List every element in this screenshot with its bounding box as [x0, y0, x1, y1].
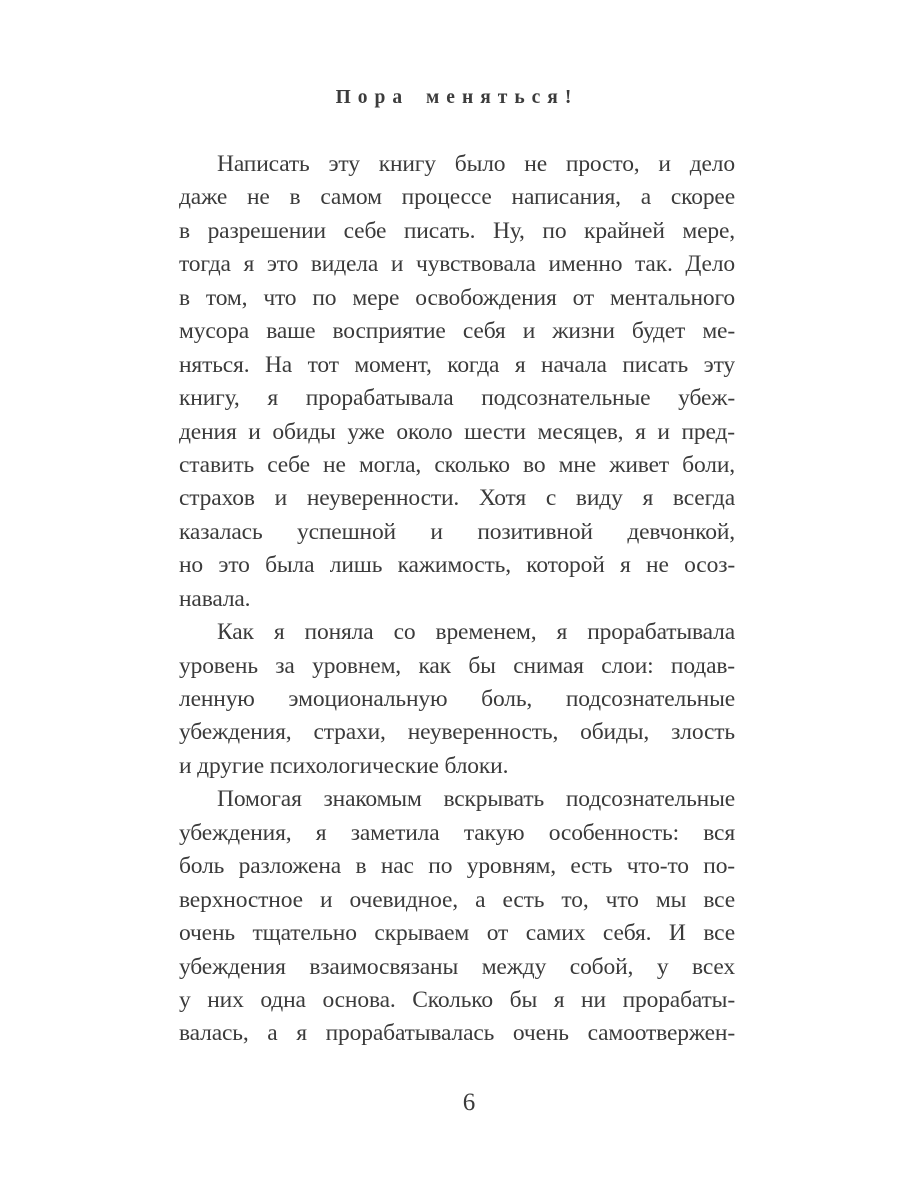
text-line: валась, а я прорабатывалась очень самоотвержен-	[179, 1020, 735, 1047]
text-line: в разрешении себе писать. Ну, по крайней мере,	[179, 217, 735, 244]
text-line: в том, что по мере освобождения от ментального	[179, 284, 735, 311]
text-line: боль разложена в нас по уровням, есть что-то по-	[179, 853, 735, 880]
text-line: у них одна основа. Сколько бы я ни прорабаты-	[179, 986, 735, 1013]
text-line: няться. На тот момент, когда я начала писать эту	[179, 351, 735, 378]
text-line: уровень за уровнем, как бы снимая слои: подав-	[179, 652, 735, 679]
page-number: 6	[462, 1089, 476, 1116]
text-line: Написать эту книгу было не просто, и дело	[217, 151, 735, 177]
text-line: даже не в самом процессе написания, а скорее	[179, 184, 735, 211]
body-text-block	[179, 148, 735, 1051]
text-line: казалась успешной и позитивной девчонкой,	[179, 518, 735, 545]
text-line: Помогая знакомым вскрывать подсознательные	[217, 786, 735, 813]
text-line: мусора ваше восприятие себя и жизни будет ме-	[179, 318, 735, 345]
paragraph	[179, 783, 735, 1051]
text-line: убеждения взаимосвязаны между собой, у всех	[179, 953, 735, 980]
text-line: Как я поняла со временем, я прорабатывала	[217, 619, 735, 646]
text-line: ставить себе не могла, сколько во мне живет боли,	[179, 451, 735, 478]
text-line: убеждения, страхи, неуверенность, обиды, злость	[179, 719, 735, 746]
text-line: но это была лишь кажимость, которой я не осоз-	[179, 552, 735, 579]
text-line: и другие психологические блоки.	[179, 752, 509, 779]
text-line: страхов и неуверенности. Хотя с виду я всегда	[179, 485, 735, 512]
text-line: убеждения, я заметила такую особенность: вся	[179, 819, 735, 846]
text-line: верхностное и очевидное, а есть то, что мы все	[179, 886, 735, 913]
text-line: книгу, я прорабатывала подсознательные убеж-	[179, 385, 735, 412]
text-line: навала.	[179, 585, 251, 612]
text-line: ленную эмоциональную боль, подсознательные	[179, 686, 735, 712]
paragraph	[179, 148, 735, 616]
text-line: очень тщательно скрываем от самих себя. И все	[179, 920, 735, 947]
running-title: Пора меняться!	[335, 87, 579, 108]
text-line: тогда я это видела и чувствовала именно так. Дело	[179, 251, 735, 278]
text-line: дения и обиды уже около шести месяцев, я и пред-	[179, 418, 735, 445]
paragraph	[179, 616, 735, 783]
